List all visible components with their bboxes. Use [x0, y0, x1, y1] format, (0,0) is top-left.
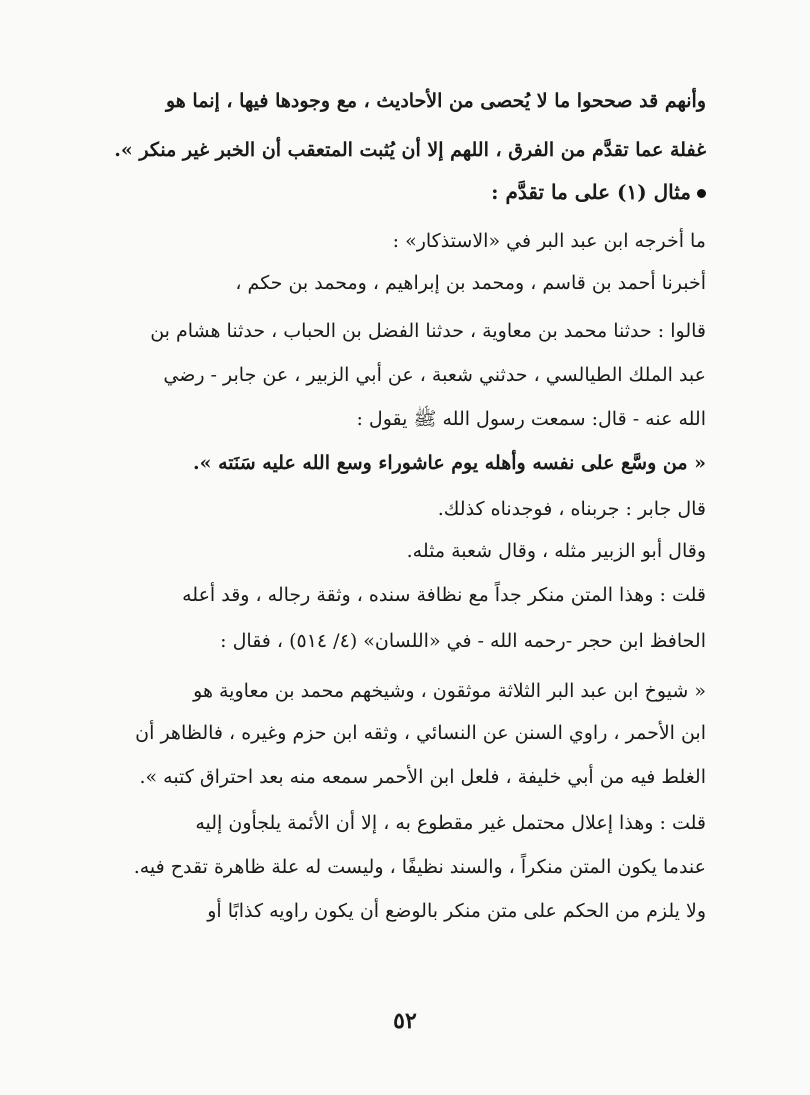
line-text: قال جابر : جربناه ، فوجدناه كذلك.: [437, 498, 706, 520]
line-text: قلت : وهذا المتن منكر جداً مع نظافة سنده ، وثقة رجاله ، وقد أعله: [182, 584, 706, 606]
text-line: [193, 676, 706, 706]
line-text: الله عنه - قال: سمعت رسول الله ﷺ يقول :: [356, 408, 706, 430]
line-text: الحافظ ابن حجر -رحمه الله - في «اللسان» (٤/ ٥١٤) ، فقال :: [220, 630, 706, 652]
line-text: ولا يلزم من الحكم على متن منكر بالوضع أن يكون راويه كذابًا أو: [207, 900, 706, 922]
line-text: الغلط فيه من أبي خليفة ، فلعل ابن الأحمر سمعه منه بعد احتراق كتبه ».: [139, 766, 706, 788]
line-text: « من وسَّع على نفسه وأهله يوم عاشوراء وسع الله عليه سَنَته ».: [192, 452, 706, 474]
line-text: عندما يكون المتن منكراً ، والسند نظيفًا ، وليست له علة ظاهرة تقدح فيه.: [133, 856, 706, 878]
text-line: [235, 268, 706, 298]
line-text: ما أخرجه ابن عبد البر في «الاستذكار» :: [392, 230, 706, 252]
text-line: [393, 226, 706, 256]
text-line: [407, 536, 706, 566]
bullet-icon: [697, 189, 706, 198]
text-line: [166, 86, 706, 116]
line-text: وأنهم قد صححوا ما لا يُحصى من الأحاديث ، مع وجودها فيها ، إنما هو: [165, 90, 706, 112]
line-text: قلت : وهذا إعلال محتمل غير مقطوع به ، إلا أن الأئمة يلجأون إليه: [195, 812, 706, 834]
text-line: [163, 360, 706, 390]
line-text: « شيوخ ابن عبد البر الثلاثة موثقون ، وشيخهم محمد بن معاوية هو: [193, 680, 706, 702]
text-line: [150, 316, 706, 346]
text-line: [195, 808, 706, 838]
text-line: [114, 135, 706, 165]
text-line: [134, 852, 706, 882]
text-line: [182, 580, 706, 610]
line-text: قالوا : حدثنا محمد بن معاوية ، حدثنا الفضل بن الحباب ، حدثنا هشام بن: [150, 320, 706, 342]
line-text: أخبرنا أحمد بن قاسم ، ومحمد بن إبراهيم ، ومحمد بن حكم ،: [235, 272, 706, 294]
text-line: [193, 448, 706, 478]
line-text: ابن الأحمر ، راوي السنن عن النسائي ، وثقه ابن حزم وغيره ، فالظاهر أن: [135, 722, 706, 744]
text-line: [356, 404, 706, 434]
text-line: [207, 896, 706, 926]
text-line: [139, 762, 706, 792]
text-line: [135, 718, 706, 748]
line-text: وقال أبو الزبير مثله ، وقال شعبة مثله.: [406, 540, 706, 562]
text-line: [438, 494, 706, 524]
example-heading: [491, 177, 706, 207]
line-text: مثال (١) على ما تقدَّم :: [491, 180, 691, 204]
line-text: غفلة عما تقدَّم من الفرق ، اللهم إلا أن يُثبت المتعقب أن الخبر غير منكر ».: [114, 139, 706, 161]
line-text: عبد الملك الطيالسي ، حدثني شعبة ، عن أبي الزبير ، عن جابر - رضي: [163, 364, 706, 386]
page-number: ٥٢: [393, 1008, 417, 1034]
text-line: [220, 626, 706, 656]
